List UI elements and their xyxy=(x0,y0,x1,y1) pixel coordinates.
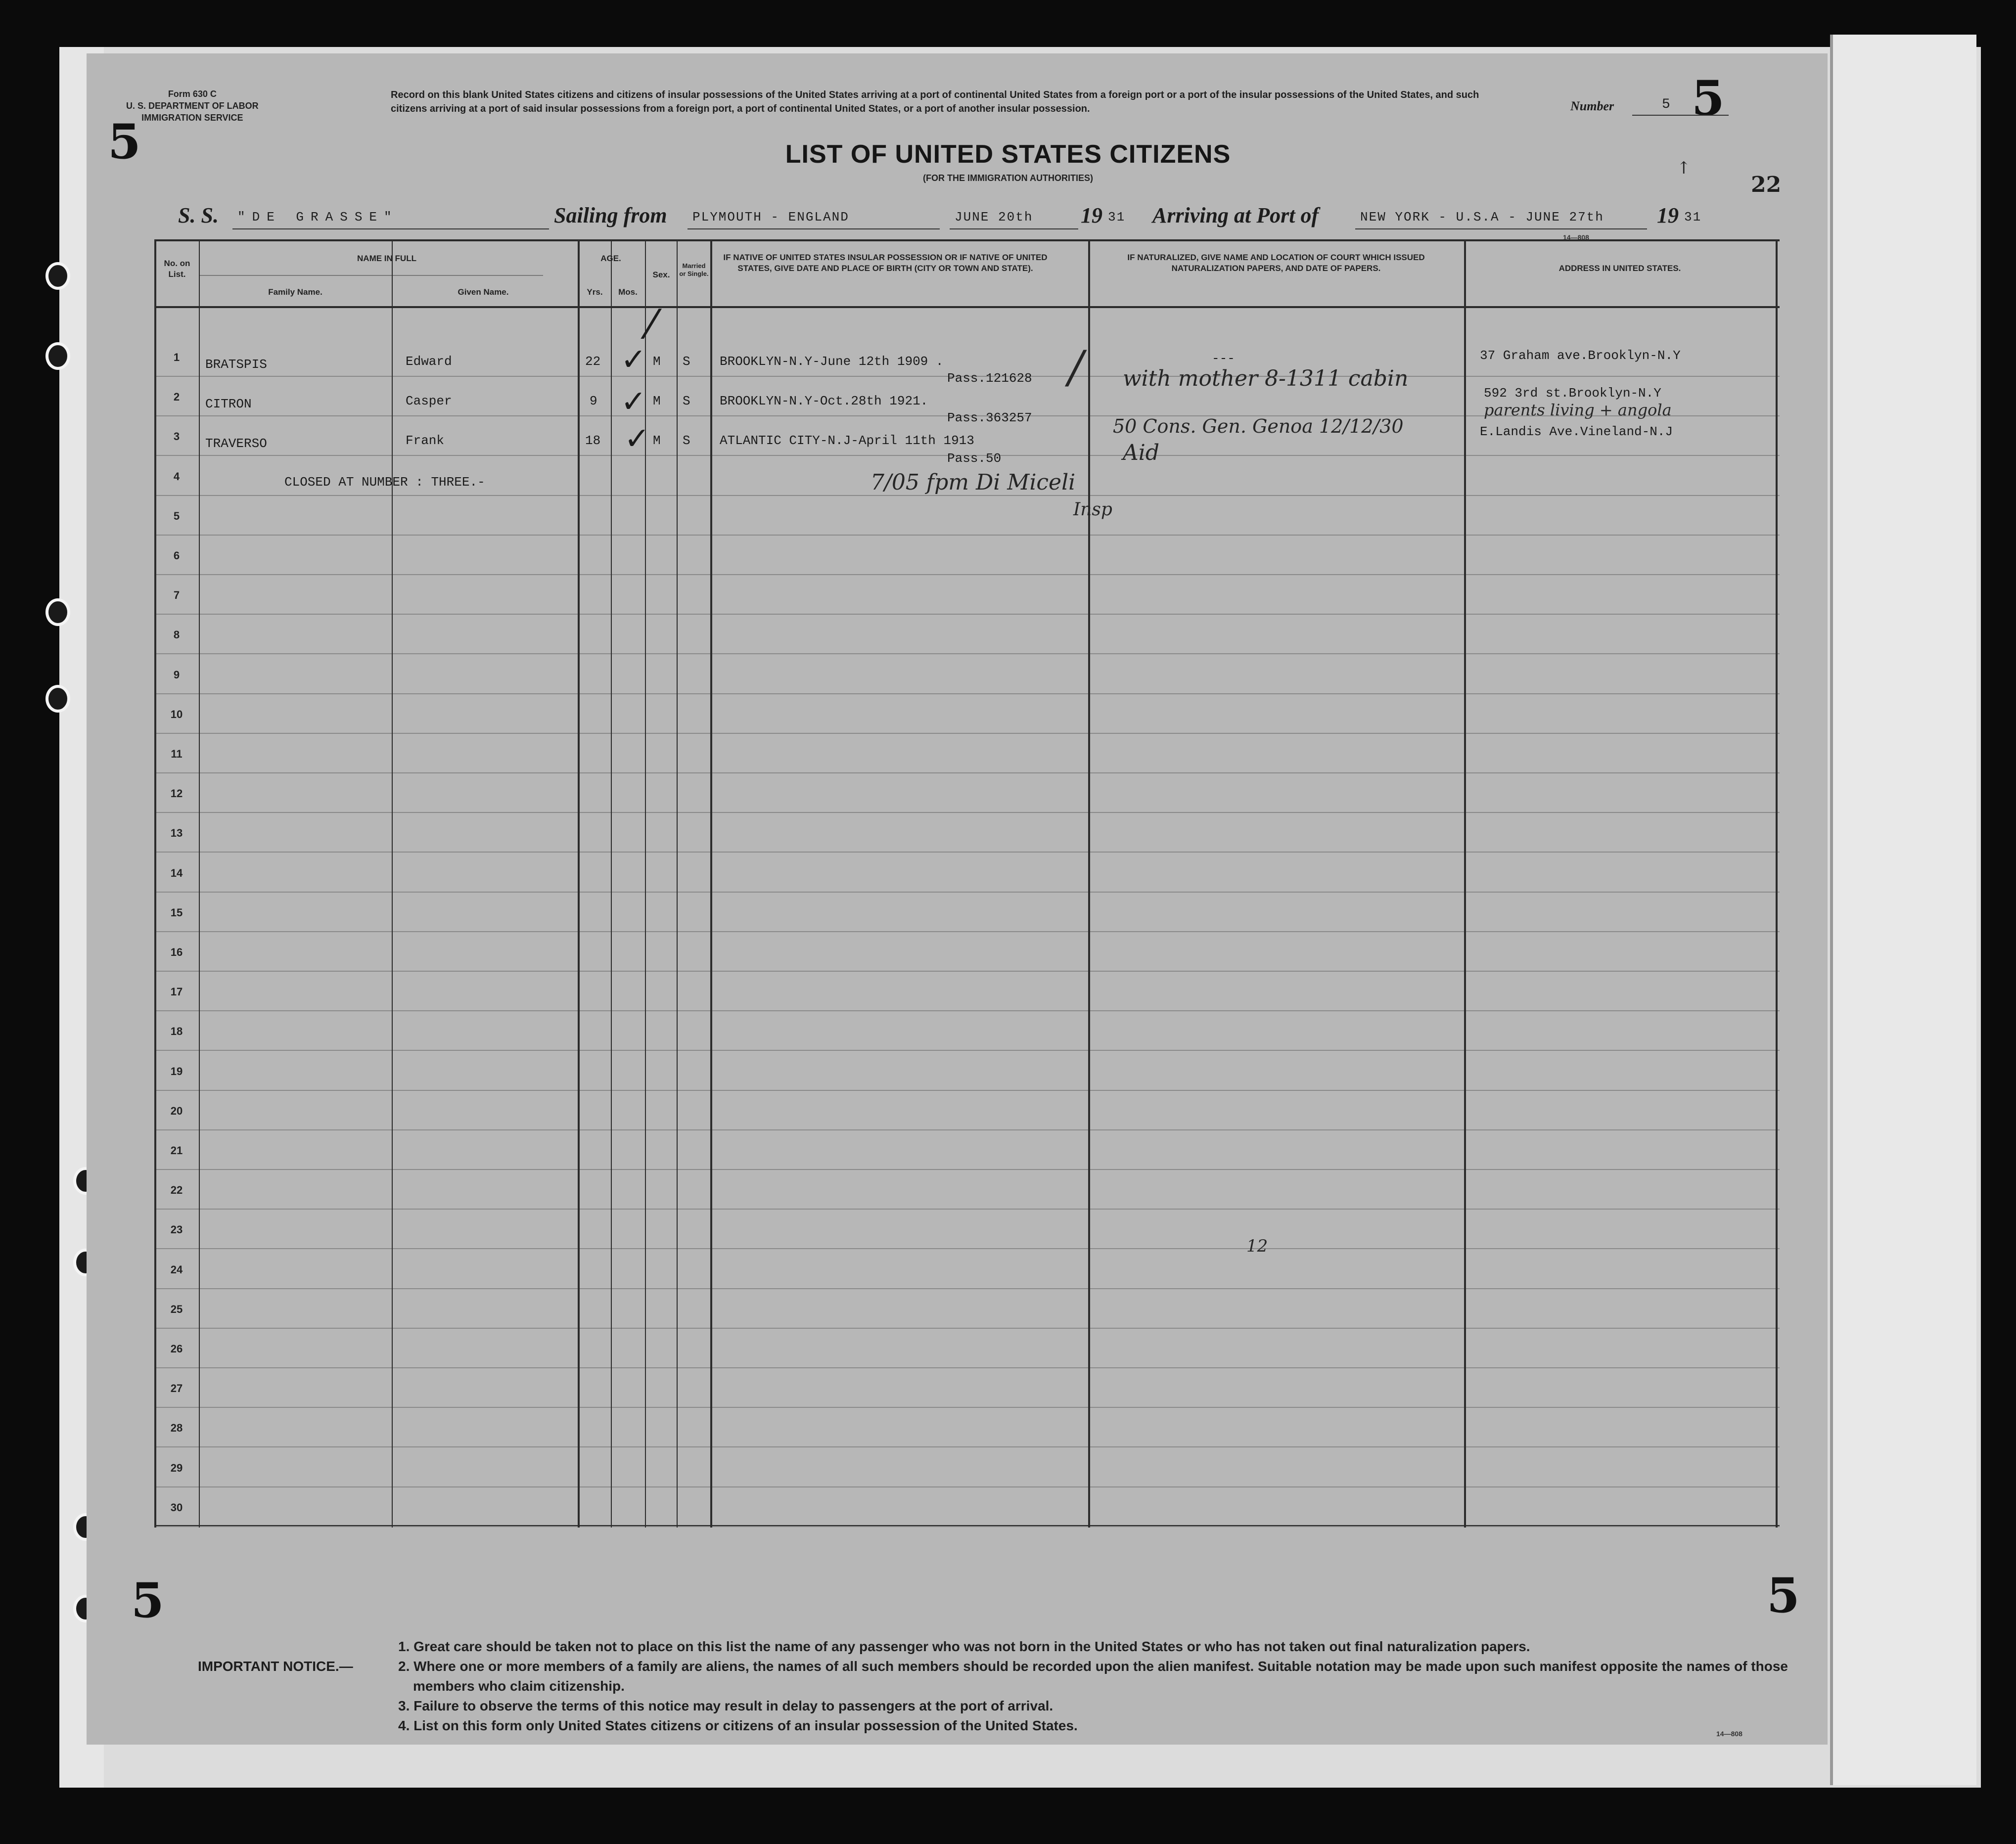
table-row-rule xyxy=(154,1050,1780,1051)
row-number: 14 xyxy=(170,866,183,879)
passenger-1-marital: S xyxy=(683,354,690,369)
table-row-rule xyxy=(154,653,1780,654)
row-number: 13 xyxy=(170,827,183,840)
passenger-2-passport: Pass.363257 xyxy=(947,410,1032,425)
handwritten-note-consul: 50 Cons. Gen. Genoa 12/12/30 xyxy=(1113,415,1404,437)
table-row-rule xyxy=(154,931,1780,932)
row-number: 7 xyxy=(173,589,180,602)
table-row-rule xyxy=(154,1526,1780,1527)
passenger-3-birth: ATLANTIC CITY-N.J-April 11th 1913 xyxy=(720,433,974,448)
row-number: 17 xyxy=(170,986,183,998)
handwritten-note-parents: parents living + angola xyxy=(1484,401,1672,419)
row-number: 1 xyxy=(173,351,180,363)
table-row-rule xyxy=(154,772,1780,773)
col-header-family-name: Family Name. xyxy=(268,287,322,297)
passenger-2-address: 592 3rd st.Brooklyn-N.Y xyxy=(1484,386,1661,401)
row-number: 5 xyxy=(173,509,180,522)
passenger-1-address: 37 Graham ave.Brooklyn-N.Y xyxy=(1480,348,1681,363)
column-rule xyxy=(611,239,612,1528)
passenger-1-family: BRATSPIS xyxy=(205,357,267,372)
form-instructions: Record on this blank United States citizens and citizens of insular possessions of the United States arriving at a port of continental United States from a foreign port or a port of the insular possessions of the United States, and such citizens arriving at a port of said insular possessions from a foreign port, a port of continental United States, or a port of another insular possession. xyxy=(391,90,1479,114)
row-number: 24 xyxy=(170,1263,183,1276)
handwritten-note-aid: Aid xyxy=(1123,440,1160,465)
service-name: IMMIGRATION SERVICE xyxy=(141,113,243,123)
column-rule xyxy=(578,239,580,1528)
passenger-2-sex: M xyxy=(653,394,661,408)
row-number: 10 xyxy=(170,708,183,720)
col-header-mos: Mos. xyxy=(618,287,638,297)
table-row-rule xyxy=(154,1209,1780,1210)
passenger-3-given: Frank xyxy=(406,433,445,448)
notice-list xyxy=(398,1637,1808,1736)
row-number: 27 xyxy=(170,1382,183,1395)
handwritten-note-mother: with mother 8-1311 cabin xyxy=(1123,366,1409,391)
handwritten-arrow-mark: ↑ xyxy=(1677,158,1691,178)
column-rule xyxy=(710,239,712,1528)
row-number: 18 xyxy=(170,1025,183,1038)
row-number: 19 xyxy=(170,1065,183,1078)
ship-label: S. S. xyxy=(178,203,219,227)
table-row-rule xyxy=(154,693,1780,694)
row-number: 11 xyxy=(171,748,183,760)
table-row-rule xyxy=(154,535,1780,536)
print-code-bottom: 14—808 xyxy=(1716,1730,1742,1738)
passenger-2-family: CITRON xyxy=(205,397,252,411)
row-number: 28 xyxy=(170,1422,183,1435)
number-value: 5 xyxy=(1662,97,1670,112)
notice-item: 4. List on this form only United States citizens or citizens of an insular possession of the United States. xyxy=(398,1718,1078,1733)
binder-hole xyxy=(46,685,70,713)
passenger-1-sex: M xyxy=(653,354,661,369)
page-title: LIST OF UNITED STATES CITIZENS xyxy=(785,140,1231,169)
handwritten-inspector-signature: 7/05 fpm Di Miceli xyxy=(871,470,1076,495)
passenger-2-birth: BROOKLYN-N.Y-Oct.28th 1921. xyxy=(720,394,928,408)
notice-item: 2. Where one or more members of a family are aliens, the names of all such members should be recorded upon the alien manifest. Suitable notation may be made upon such manifest opposite the names of those members who claim citizenship. xyxy=(398,1659,1788,1694)
col-header-naturalized: IF NATURALIZED, GIVE NAME AND LOCATION OF COURT WHICH ISSUED NATURALIZATION PAPERS, AND DATE OF PAPERS. xyxy=(1127,253,1425,273)
row-number: 16 xyxy=(170,946,183,958)
sailing-year-prefix: 19 xyxy=(1081,203,1102,227)
passenger-3-passport: Pass.50 xyxy=(947,451,1002,466)
passenger-2-given: Casper xyxy=(406,394,452,408)
col-header-age: AGE. xyxy=(600,254,621,263)
col-header-given-name: Given Name. xyxy=(458,287,509,297)
row-number: 29 xyxy=(170,1461,183,1474)
print-code-top: 14—808 xyxy=(1563,233,1589,241)
binder-hole xyxy=(46,598,70,626)
column-rule xyxy=(154,239,156,1528)
table-row-rule xyxy=(154,1129,1780,1130)
column-rule xyxy=(677,239,678,1528)
big-number-top-right: 5 xyxy=(1692,70,1725,126)
notice-item: 3. Failure to observe the terms of this notice may result in delay to passengers at the port of arrival. xyxy=(398,1698,1054,1713)
col-header-name-in-full: NAME IN FULL xyxy=(357,254,416,263)
binder-hole xyxy=(46,342,70,370)
col-header-yrs: Yrs. xyxy=(587,287,603,297)
arriving-year-prefix: 19 xyxy=(1657,203,1679,227)
table-row-rule xyxy=(154,812,1780,813)
sailing-from-underline xyxy=(687,228,940,229)
sailing-label: Sailing from xyxy=(554,203,667,227)
row-number: 30 xyxy=(170,1501,183,1514)
row-number: 20 xyxy=(170,1104,183,1117)
passenger-3-yrs: 18 xyxy=(585,433,601,448)
notice-heading: IMPORTANT NOTICE.— xyxy=(198,1659,353,1674)
row-number: 8 xyxy=(173,629,180,641)
row-number: 23 xyxy=(170,1223,183,1236)
column-rule xyxy=(392,239,393,1528)
check-mark-icon: ✓ xyxy=(624,420,650,456)
row-number: 9 xyxy=(173,668,180,681)
table-row-rule xyxy=(154,574,1780,575)
corner-number: 22 xyxy=(1751,172,1782,197)
table-row-rule xyxy=(154,892,1780,893)
table-row-rule xyxy=(154,1486,1780,1487)
col-header-no: No. on List. xyxy=(164,259,190,279)
table-top-border xyxy=(154,239,1780,241)
passenger-1-yrs: 22 xyxy=(585,354,601,369)
big-number-bottom-left: 5 xyxy=(131,1573,164,1628)
col-header-birth: IF NATIVE OF UNITED STATES INSULAR POSSESSION OR IF NATIVE OF UNITED STATES, GIVE DATE AND PLACE OF BIRTH (CITY OR TOWN AND STATE). xyxy=(723,253,1048,273)
form-number: Form 630 C xyxy=(168,89,217,99)
passenger-1-birth: BROOKLYN-N.Y-June 12th 1909 . xyxy=(720,354,944,369)
table-row-rule xyxy=(154,733,1780,734)
table-row-rule xyxy=(154,1090,1780,1091)
table-row-rule xyxy=(154,1328,1780,1329)
row-number: 15 xyxy=(170,906,183,919)
check-mark-icon: ⁄ xyxy=(648,302,655,348)
ship-name-underline xyxy=(232,228,549,229)
check-mark-icon: ✓ xyxy=(621,383,646,419)
row-number: 4 xyxy=(173,470,180,483)
arriving-year: 31 xyxy=(1684,210,1702,225)
column-rule xyxy=(1776,239,1778,1528)
closed-note: CLOSED AT NUMBER : THREE.- xyxy=(284,475,485,490)
passenger-1-given: Edward xyxy=(406,354,452,369)
big-number-top-left: 5 xyxy=(108,114,141,170)
handwritten-tick-mark: / xyxy=(1068,341,1084,393)
passenger-1-passport: Pass.121628 xyxy=(947,371,1032,386)
row-number: 26 xyxy=(170,1343,183,1355)
header-subrule xyxy=(199,275,543,276)
table-row-rule xyxy=(154,1367,1780,1368)
table-row-rule xyxy=(154,1248,1780,1249)
binder-hole xyxy=(46,262,70,290)
table-row-rule xyxy=(154,1288,1780,1289)
table-row-rule xyxy=(154,1169,1780,1170)
row-number: 12 xyxy=(170,787,183,800)
table-row-rule xyxy=(154,1010,1780,1011)
passenger-3-family: TRAVERSO xyxy=(205,436,267,451)
passenger-3-marital: S xyxy=(683,433,690,448)
passenger-3-sex: M xyxy=(653,433,661,448)
table-row-rule xyxy=(154,1446,1780,1447)
sailing-year: 31 xyxy=(1108,210,1126,225)
arriving-label: Arriving at Port of xyxy=(1152,203,1319,227)
passenger-2-marital: S xyxy=(683,394,690,408)
department-name: U. S. DEPARTMENT OF LABOR xyxy=(126,101,259,111)
table-row-rule xyxy=(154,852,1780,853)
big-number-bottom-right: 5 xyxy=(1767,1568,1800,1623)
col-header-married: Married or Single. xyxy=(679,262,709,277)
passenger-1-naturalized: --- xyxy=(1212,351,1235,366)
notice-item: 1. Great care should be taken not to place on this list the name of any passenger who was not born in the United States or who has not taken out final naturalization papers. xyxy=(398,1639,1530,1654)
ship-name: "DE GRASSE" xyxy=(237,210,399,225)
table-row-rule xyxy=(154,1407,1780,1408)
passenger-3-address: E.Landis Ave.Vineland-N.J xyxy=(1480,424,1673,439)
column-rule xyxy=(199,239,200,1528)
header-bottom-border xyxy=(154,306,1780,308)
background-sheet-right xyxy=(1830,35,1976,1785)
passenger-2-yrs: 9 xyxy=(590,394,597,408)
handwritten-page-mark: 12 xyxy=(1246,1236,1268,1256)
table-row-rule xyxy=(154,614,1780,615)
arriving-port-underline xyxy=(1355,228,1647,229)
number-underline xyxy=(1632,115,1729,116)
arriving-port: NEW YORK - U.S.A - JUNE 27th xyxy=(1360,210,1604,225)
page-subtitle: (FOR THE IMMIGRATION AUTHORITIES) xyxy=(923,173,1093,183)
row-number: 3 xyxy=(173,430,180,443)
row-number: 2 xyxy=(173,391,180,404)
column-rule xyxy=(1464,239,1466,1528)
row-number: 6 xyxy=(173,549,180,562)
row-number: 25 xyxy=(170,1303,183,1315)
voyage-line xyxy=(178,203,1761,232)
number-label: Number xyxy=(1570,99,1614,113)
column-rule xyxy=(1088,239,1090,1528)
row-number: 21 xyxy=(170,1144,183,1157)
check-mark-icon: ✓ xyxy=(621,341,646,377)
form-identifier xyxy=(126,88,259,124)
col-header-sex: Sex. xyxy=(652,270,670,279)
col-header-address: ADDRESS IN UNITED STATES. xyxy=(1558,264,1681,273)
sailing-date-underline xyxy=(950,228,1078,229)
row-number: 22 xyxy=(170,1184,183,1197)
sailing-date: JUNE 20th xyxy=(955,210,1033,225)
sailing-from: PLYMOUTH - ENGLAND xyxy=(692,210,849,225)
table-row-rule xyxy=(154,971,1780,972)
handwritten-inspector-title: Insp xyxy=(1073,499,1112,520)
